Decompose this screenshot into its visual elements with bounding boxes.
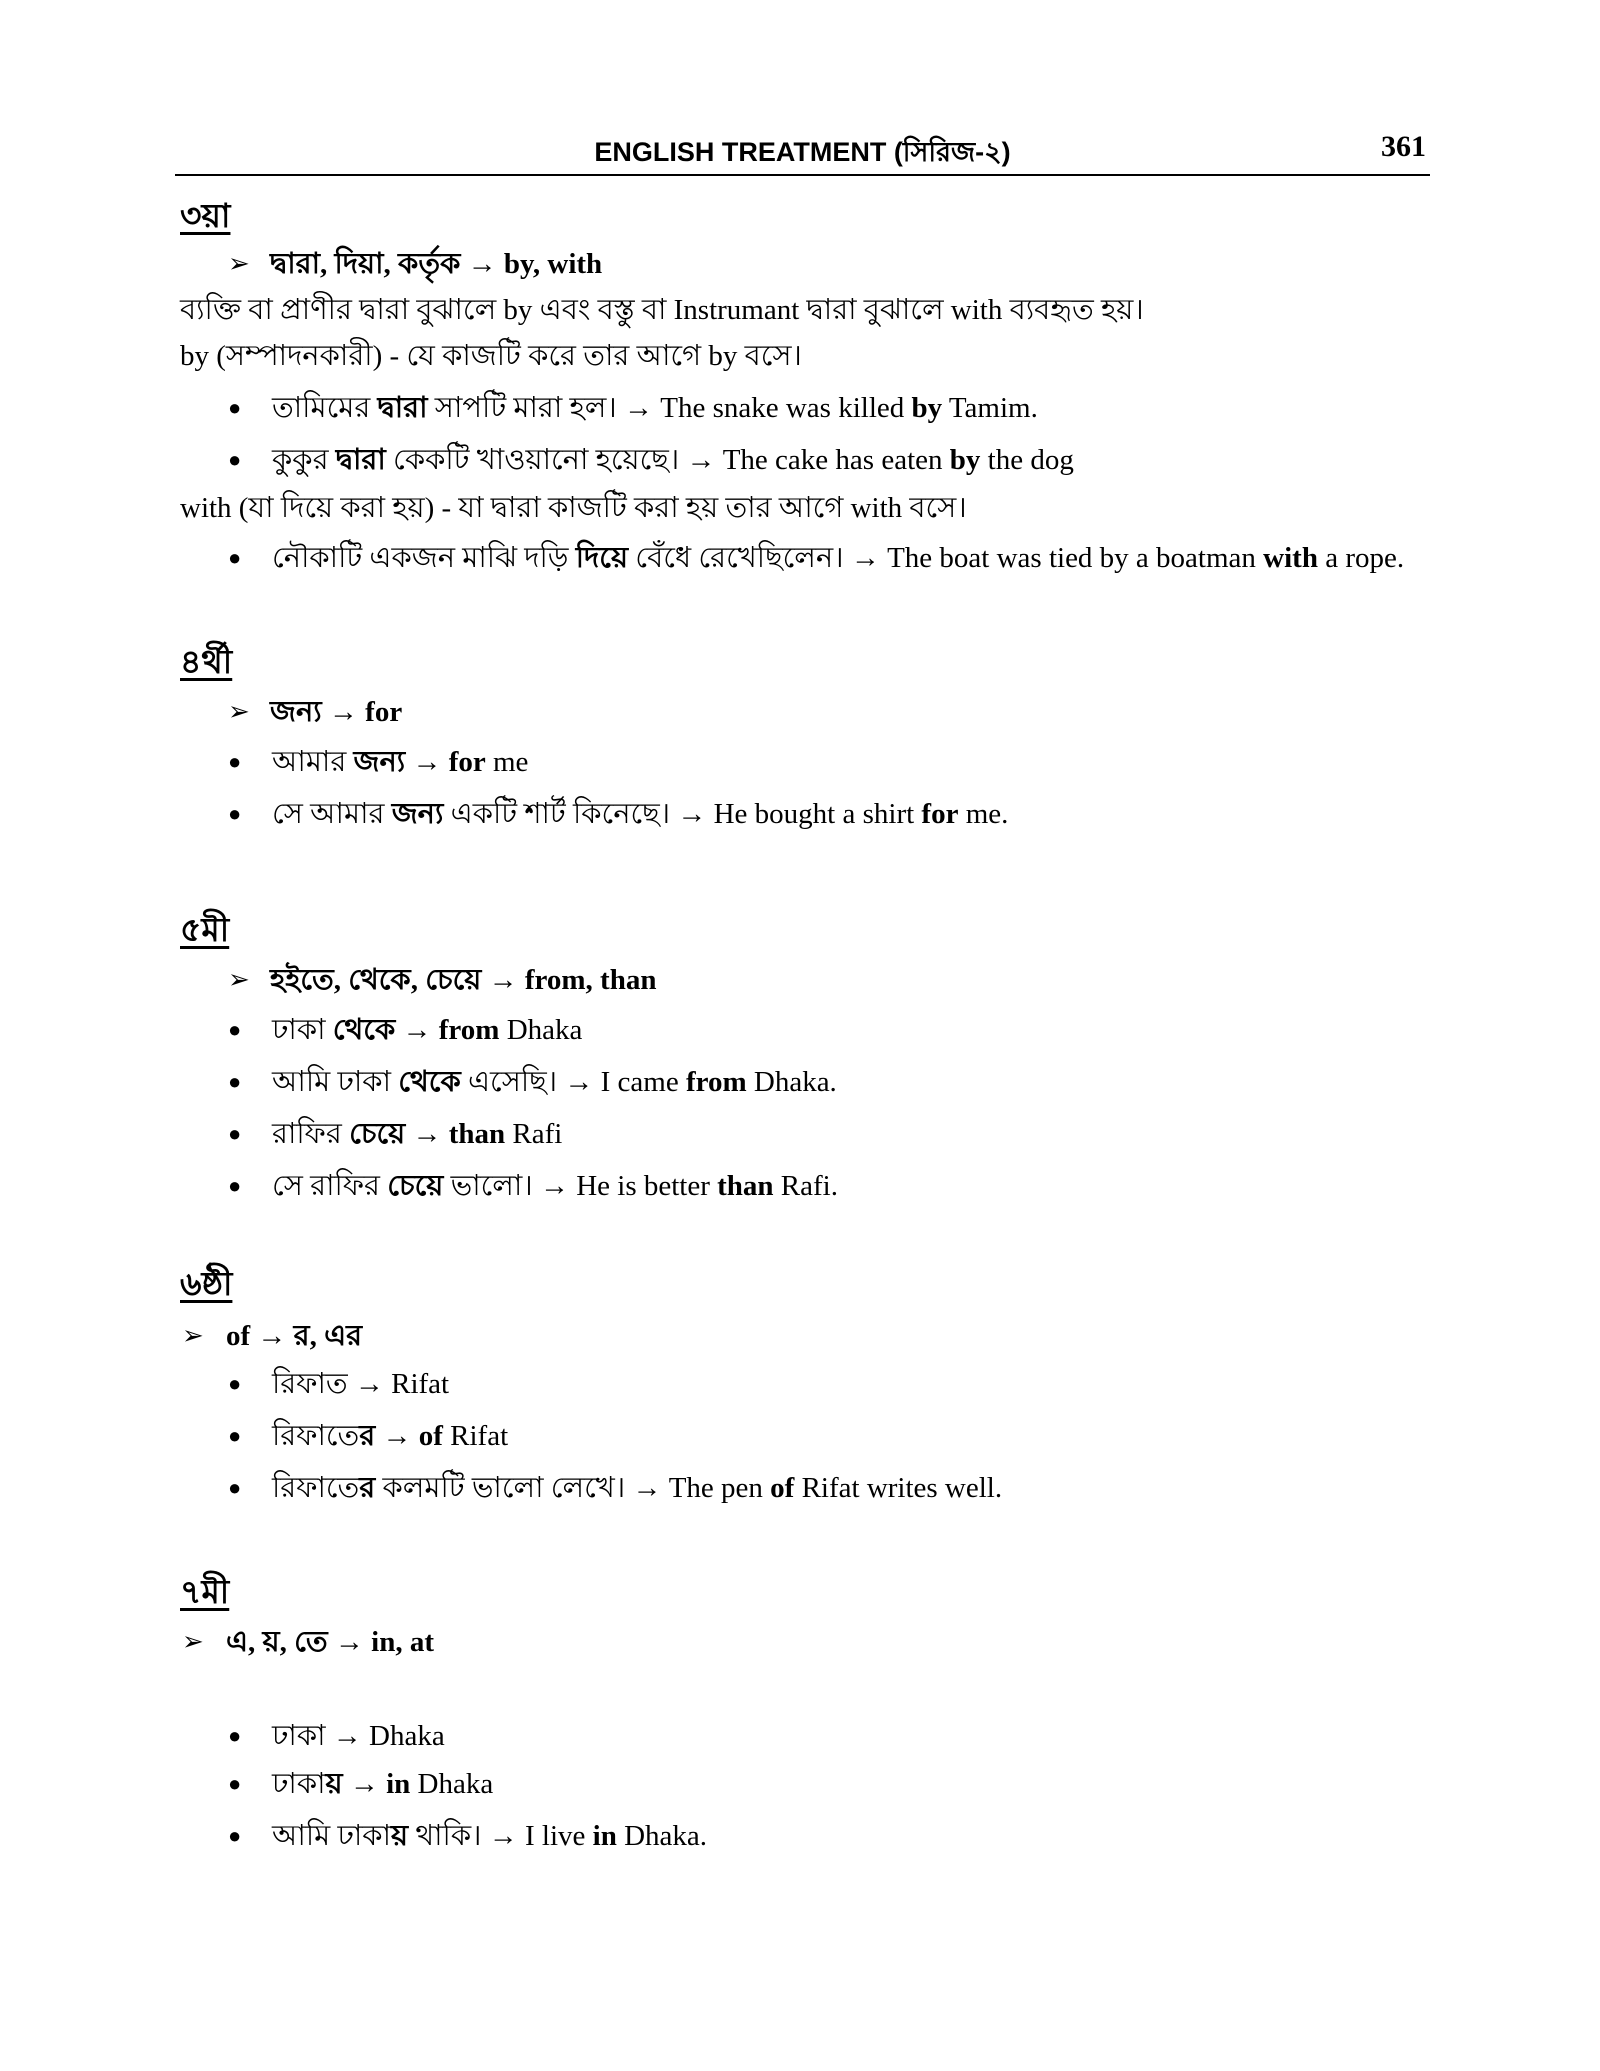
rule-6: of → র, এর [226,1320,363,1352]
section-title-3: ৩য়া [180,199,231,235]
section-title-7: ৭মী [180,1575,230,1611]
arrow-bullet-icon: ➢ [228,697,250,726]
bullet-icon: ● [228,1475,242,1500]
bullet-icon: ● [228,395,242,420]
example-3-1: তামিমের দ্বারা সাপটি মারা হল। → The snake was killed by Tamim. [272,392,1038,424]
section-title-4: ৪র্থী [180,645,233,681]
arrow-bullet-icon: ➢ [182,1321,204,1350]
bullet-icon: ● [228,801,242,826]
bullet-icon: ● [228,1069,242,1094]
example-7-1: ঢাকা → Dhaka [272,1720,445,1752]
example-5-1: ঢাকা থেকে → from Dhaka [272,1014,583,1046]
page-header [175,128,1430,176]
rule-7: এ, য়, তে → in, at [226,1626,435,1658]
bullet-icon: ● [228,545,242,570]
explain-3b: by (সম্পাদনকারী) - যে কাজটি করে তার আগে by বসে। [180,340,802,372]
header-title: ENGLISH TREATMENT (সিরিজ-২) [594,137,1011,167]
arrow-bullet-icon: ➢ [228,249,250,278]
bullet-icon: ● [228,1423,242,1448]
example-3-2: কুকুর দ্বারা কেকটি খাওয়ানো হয়েছে। → The cake has eaten by the dog [272,444,1074,476]
example-5-2: আমি ঢাকা থেকে এসেছি। → I came from Dhaka. [272,1066,837,1098]
bullet-icon: ● [228,1823,242,1848]
arrow-bullet-icon: ➢ [182,1627,204,1656]
example-3-3: নৌকাটি একজন মাঝি দড়ি দিয়ে বেঁধে রেখেছিলেন। → The boat was tied by a boatman with a rope. [272,542,1405,574]
section-title-6: ৬ষ্ঠী [180,1267,233,1303]
arrow-bullet-icon: ➢ [228,965,250,994]
page-number: 361 [1381,130,1426,163]
example-4-1: আমার জন্য → for me [272,746,529,778]
bullet-icon: ● [228,749,242,774]
example-5-3: রাফির চেয়ে → than Rafi [272,1118,563,1150]
bullet-icon: ● [228,1017,242,1042]
explain-3c: with (যা দিয়ে করা হয়) - যা দ্বারা কাজটি করা হয় তার আগে with বসে। [180,492,967,524]
section-title-5: ৫মী [180,913,230,949]
bullet-icon: ● [228,1723,242,1748]
example-7-2: ঢাকায় → in Dhaka [272,1768,494,1800]
rule-3: দ্বারা, দিয়া, কর্তৃক → by, with [270,248,603,280]
explain-3a: ব্যক্তি বা প্রাণীর দ্বারা বুঝালে by এবং বস্তু বা Instrumant দ্বারা বুঝালে with ব্যবহৃত হয়। [180,294,1144,326]
example-6-2: রিফাতের → of Rifat [272,1420,509,1452]
example-6-1: রিফাত → Rifat [272,1368,450,1400]
example-7-3: আমি ঢাকায় থাকি। → I live in Dhaka. [272,1820,708,1852]
example-5-4: সে রাফির চেয়ে ভালো। → He is better than Rafi. [272,1170,838,1202]
example-4-2: সে আমার জন্য একটি শার্ট কিনেছে। → He bought a shirt for me. [272,798,1009,830]
bullet-icon: ● [228,1771,242,1796]
rule-4: জন্য → for [270,696,403,728]
bullet-icon: ● [228,1173,242,1198]
example-6-3: রিফাতের কলমটি ভালো লেখে। → The pen of Rifat writes well. [272,1472,1003,1504]
rule-5: হইতে, থেকে, চেয়ে → from, than [270,964,657,996]
bullet-icon: ● [228,1121,242,1146]
bullet-icon: ● [228,1371,242,1396]
bullet-icon: ● [228,447,242,472]
